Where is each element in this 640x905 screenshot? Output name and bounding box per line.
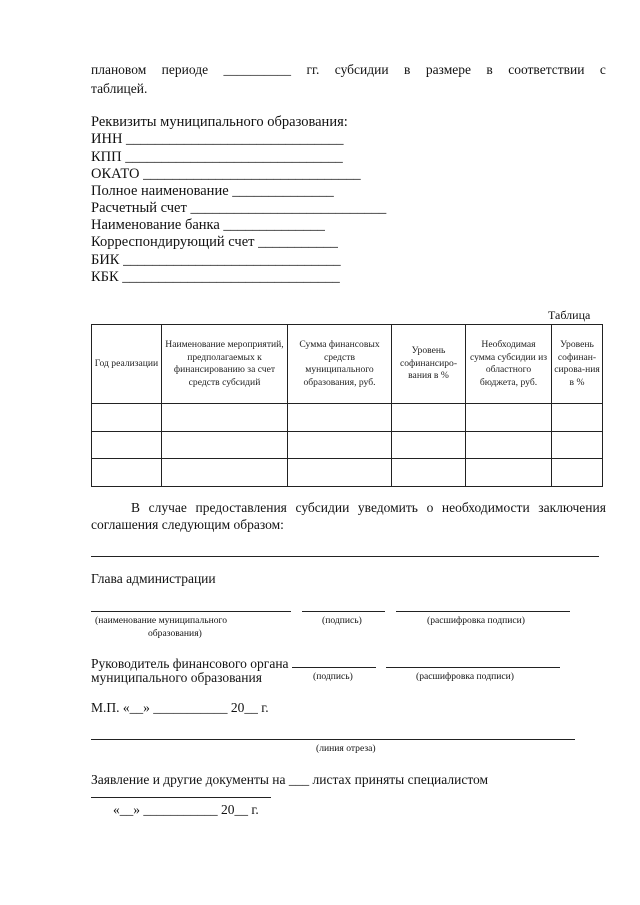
footer-specialist-line[interactable]: [91, 797, 271, 798]
subsidy-table: [91, 324, 603, 487]
table-cell[interactable]: [466, 404, 552, 432]
header-cofinancing-level-2: Уровень софинан-сирова-ния в %: [552, 325, 603, 404]
intro-word: гг.: [306, 62, 320, 77]
table-cell[interactable]: [162, 431, 288, 459]
requisites-title: Реквизиты муниципального образования:: [91, 114, 348, 130]
intro-word: в: [486, 62, 493, 77]
notice-word: субсидии: [295, 500, 350, 515]
requisite-label: ОКАТО: [91, 166, 140, 182]
notice-word: заключения: [538, 500, 606, 515]
cut-line-caption: (линия отреза): [316, 743, 376, 754]
table-cell[interactable]: [466, 459, 552, 487]
requisite-blank[interactable]: ______________: [232, 183, 334, 199]
requisite-blank[interactable]: ______________________________: [122, 269, 340, 285]
intro-line-1: [91, 62, 606, 78]
table-cell[interactable]: [392, 404, 466, 432]
cut-line: [91, 739, 575, 740]
table-cell[interactable]: [552, 459, 603, 487]
finance-head-line-1: Руководитель финансового органа: [91, 656, 289, 671]
requisite-label: КБК: [91, 269, 119, 285]
requisite-field[interactable]: [91, 269, 340, 286]
requisite-field[interactable]: [91, 200, 386, 217]
notice-line-1: [131, 500, 606, 516]
requisite-label: КПП: [91, 149, 122, 165]
header-activities: Наименование мероприятий, предполагаемых к финансированию за счет средств субсидий: [162, 325, 288, 404]
requisite-label: Полное наименование: [91, 183, 229, 199]
notice-word: уведомить: [357, 500, 418, 515]
notice-word: предоставления: [195, 500, 287, 515]
table-cell[interactable]: [162, 404, 288, 432]
requisite-blank[interactable]: ______________________________: [143, 166, 361, 182]
requisite-blank[interactable]: ___________________________: [190, 200, 387, 216]
head-admin-caption-decode: (расшифровка подписи): [427, 615, 525, 626]
requisite-field[interactable]: [91, 149, 343, 166]
intro-word: субсидии: [334, 62, 389, 77]
requisite-field[interactable]: [91, 234, 338, 251]
requisite-blank[interactable]: ______________________________: [123, 252, 341, 268]
requisite-blank[interactable]: ___________: [258, 234, 338, 250]
requisite-label: БИК: [91, 252, 120, 268]
requisite-label: Наименование банка: [91, 217, 220, 233]
header-cofinancing-level: Уровень софинансиро-вания в %: [392, 325, 466, 404]
requisite-label: Корреспондирующий счет: [91, 234, 255, 250]
intro-word: в: [404, 62, 411, 77]
table-cell[interactable]: [288, 459, 392, 487]
notice-word: случае: [148, 500, 187, 515]
table-cell[interactable]: [92, 431, 162, 459]
table-cell[interactable]: [162, 459, 288, 487]
requisite-blank[interactable]: ______________: [223, 217, 325, 233]
stamp-date: М.П. «__» ___________ 20__ г.: [91, 700, 269, 715]
intro-word: __________: [223, 62, 292, 77]
head-admin-title: Глава администрации: [91, 571, 216, 586]
table-caption: Таблица: [548, 308, 591, 322]
requisite-field[interactable]: [91, 252, 341, 269]
table-cell[interactable]: [288, 404, 392, 432]
head-admin-decode-line[interactable]: [396, 611, 570, 612]
requisite-field[interactable]: [91, 183, 334, 200]
notice-word: о: [426, 500, 434, 515]
finance-head-line-2: муниципального образования: [91, 670, 262, 685]
head-admin-name-line[interactable]: [91, 611, 291, 612]
notice-answer-line[interactable]: [91, 556, 599, 557]
requisite-field[interactable]: [91, 217, 325, 234]
requisite-blank[interactable]: ______________________________: [126, 131, 344, 147]
table-row: [92, 459, 603, 487]
header-year: Год реализации: [92, 325, 162, 404]
table-cell[interactable]: [288, 431, 392, 459]
finance-head-caption-decode: (расшифровка подписи): [416, 671, 514, 682]
notice-word: необходимости: [441, 500, 530, 515]
notice-line-2: соглашения следующим образом:: [91, 517, 284, 532]
requisite-field[interactable]: [91, 166, 361, 183]
footer-statement: Заявление и другие документы на ___ листах приняты специалистом: [91, 772, 489, 787]
header-municipal-funds: Сумма финансовых средств муниципального образования, руб.: [288, 325, 392, 404]
table-row: [92, 431, 603, 459]
intro-word: с: [599, 62, 606, 77]
table-row: [92, 404, 603, 432]
head-admin-sign-line[interactable]: [302, 611, 385, 612]
table-cell[interactable]: [552, 431, 603, 459]
head-admin-caption-sign: (подпись): [322, 615, 362, 626]
requisite-field[interactable]: [91, 131, 344, 148]
table-cell[interactable]: [92, 459, 162, 487]
header-subsidy-amount: Необходимая сумма субсидии из областного бюджета, руб.: [466, 325, 552, 404]
finance-head-sign-line[interactable]: [292, 667, 376, 668]
footer-date: «__» ___________ 20__ г.: [113, 802, 259, 817]
table-cell[interactable]: [466, 431, 552, 459]
finance-head-decode-line[interactable]: [386, 667, 560, 668]
intro-word: периоде: [161, 62, 209, 77]
head-admin-caption-name-1: (наименование муниципального: [95, 615, 228, 626]
table-header-row: [92, 325, 603, 404]
table-cell[interactable]: [392, 459, 466, 487]
requisite-label: ИНН: [91, 131, 123, 147]
requisite-blank[interactable]: ______________________________: [125, 149, 343, 165]
table-cell[interactable]: [552, 404, 603, 432]
intro-word: размере: [425, 62, 471, 77]
head-admin-caption-name-2: образования): [148, 628, 202, 639]
intro-word: соответствии: [508, 62, 585, 77]
finance-head-caption-sign: (подпись): [313, 671, 353, 682]
requisite-label: Расчетный счет: [91, 200, 187, 216]
intro-word: плановом: [91, 62, 147, 77]
table-cell[interactable]: [92, 404, 162, 432]
notice-word: В: [131, 500, 141, 515]
table-cell[interactable]: [392, 431, 466, 459]
intro-line-2: таблицей.: [91, 81, 148, 96]
